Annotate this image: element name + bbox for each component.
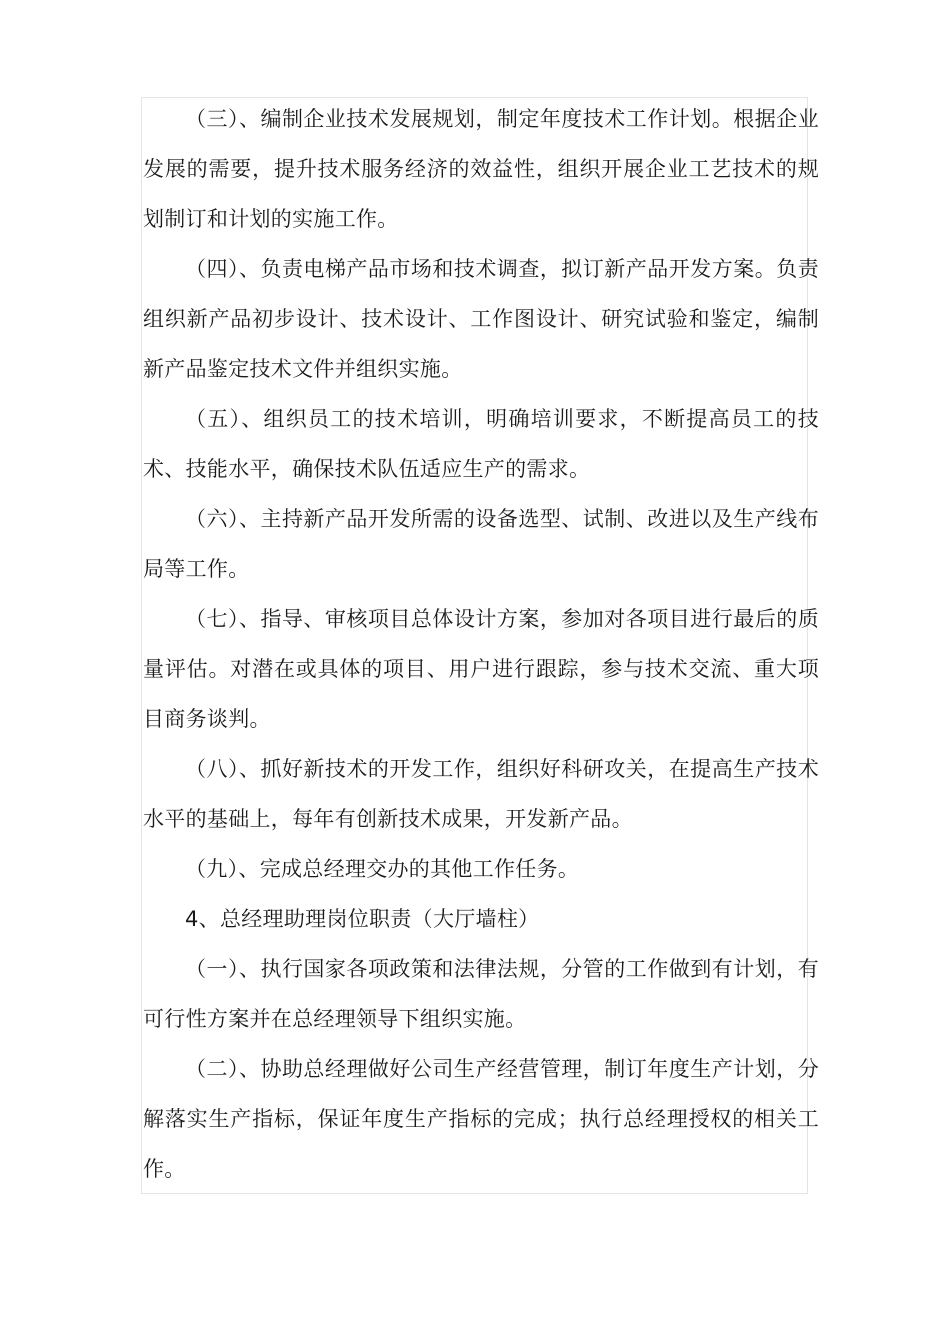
section-heading-assistant-gm: 4、总经理助理岗位职责（大厅墙柱） [185, 907, 540, 931]
paragraph-duty-7: （七）、指导、审核项目总体设计方案，参加对各项目进行最后的质量评估。对潜在或具体的项目、用户进行跟踪，参与技术交流、重大项目商务谈判。 [143, 607, 819, 731]
document-body [143, 94, 819, 1194]
paragraph-duty-9: （九）、完成总经理交办的其他工作任务。 [185, 857, 580, 881]
paragraph-duty-6: （六）、主持新产品开发所需的设备选型、试制、改进以及生产线布局等工作。 [143, 507, 819, 581]
paragraph-duty-5: （五）、组织员工的技术培训，明确培训要求，不断提高员工的技术、技能水平，确保技术队伍适应生产的需求。 [143, 407, 819, 481]
paragraph-assistant-duty-1: （一）、执行国家各项政策和法律法规，分管的工作做到有计划，有可行性方案并在总经理领导下组织实施。 [143, 957, 819, 1031]
paragraph-assistant-duty-2: （二）、协助总经理做好公司生产经营管理，制订年度生产计划，分解落实生产指标，保证年度生产指标的完成；执行总经理授权的相关工作。 [143, 1057, 819, 1181]
paragraph-duty-8: （八）、抓好新技术的开发工作，组织好科研攻关，在提高生产技术水平的基础上，每年有创新技术成果，开发新产品。 [143, 757, 819, 831]
paragraph-duty-3: （三）、编制企业技术发展规划，制定年度技术工作计划。根据企业发展的需要，提升技术服务经济的效益性，组织开展企业工艺技术的规划制订和计划的实施工作。 [143, 107, 819, 231]
paragraph-duty-4: （四）、负责电梯产品市场和技术调查，拟订新产品开发方案。负责组织新产品初步设计、技术设计、工作图设计、研究试验和鉴定，编制新产品鉴定技术文件并组织实施。 [143, 257, 819, 381]
